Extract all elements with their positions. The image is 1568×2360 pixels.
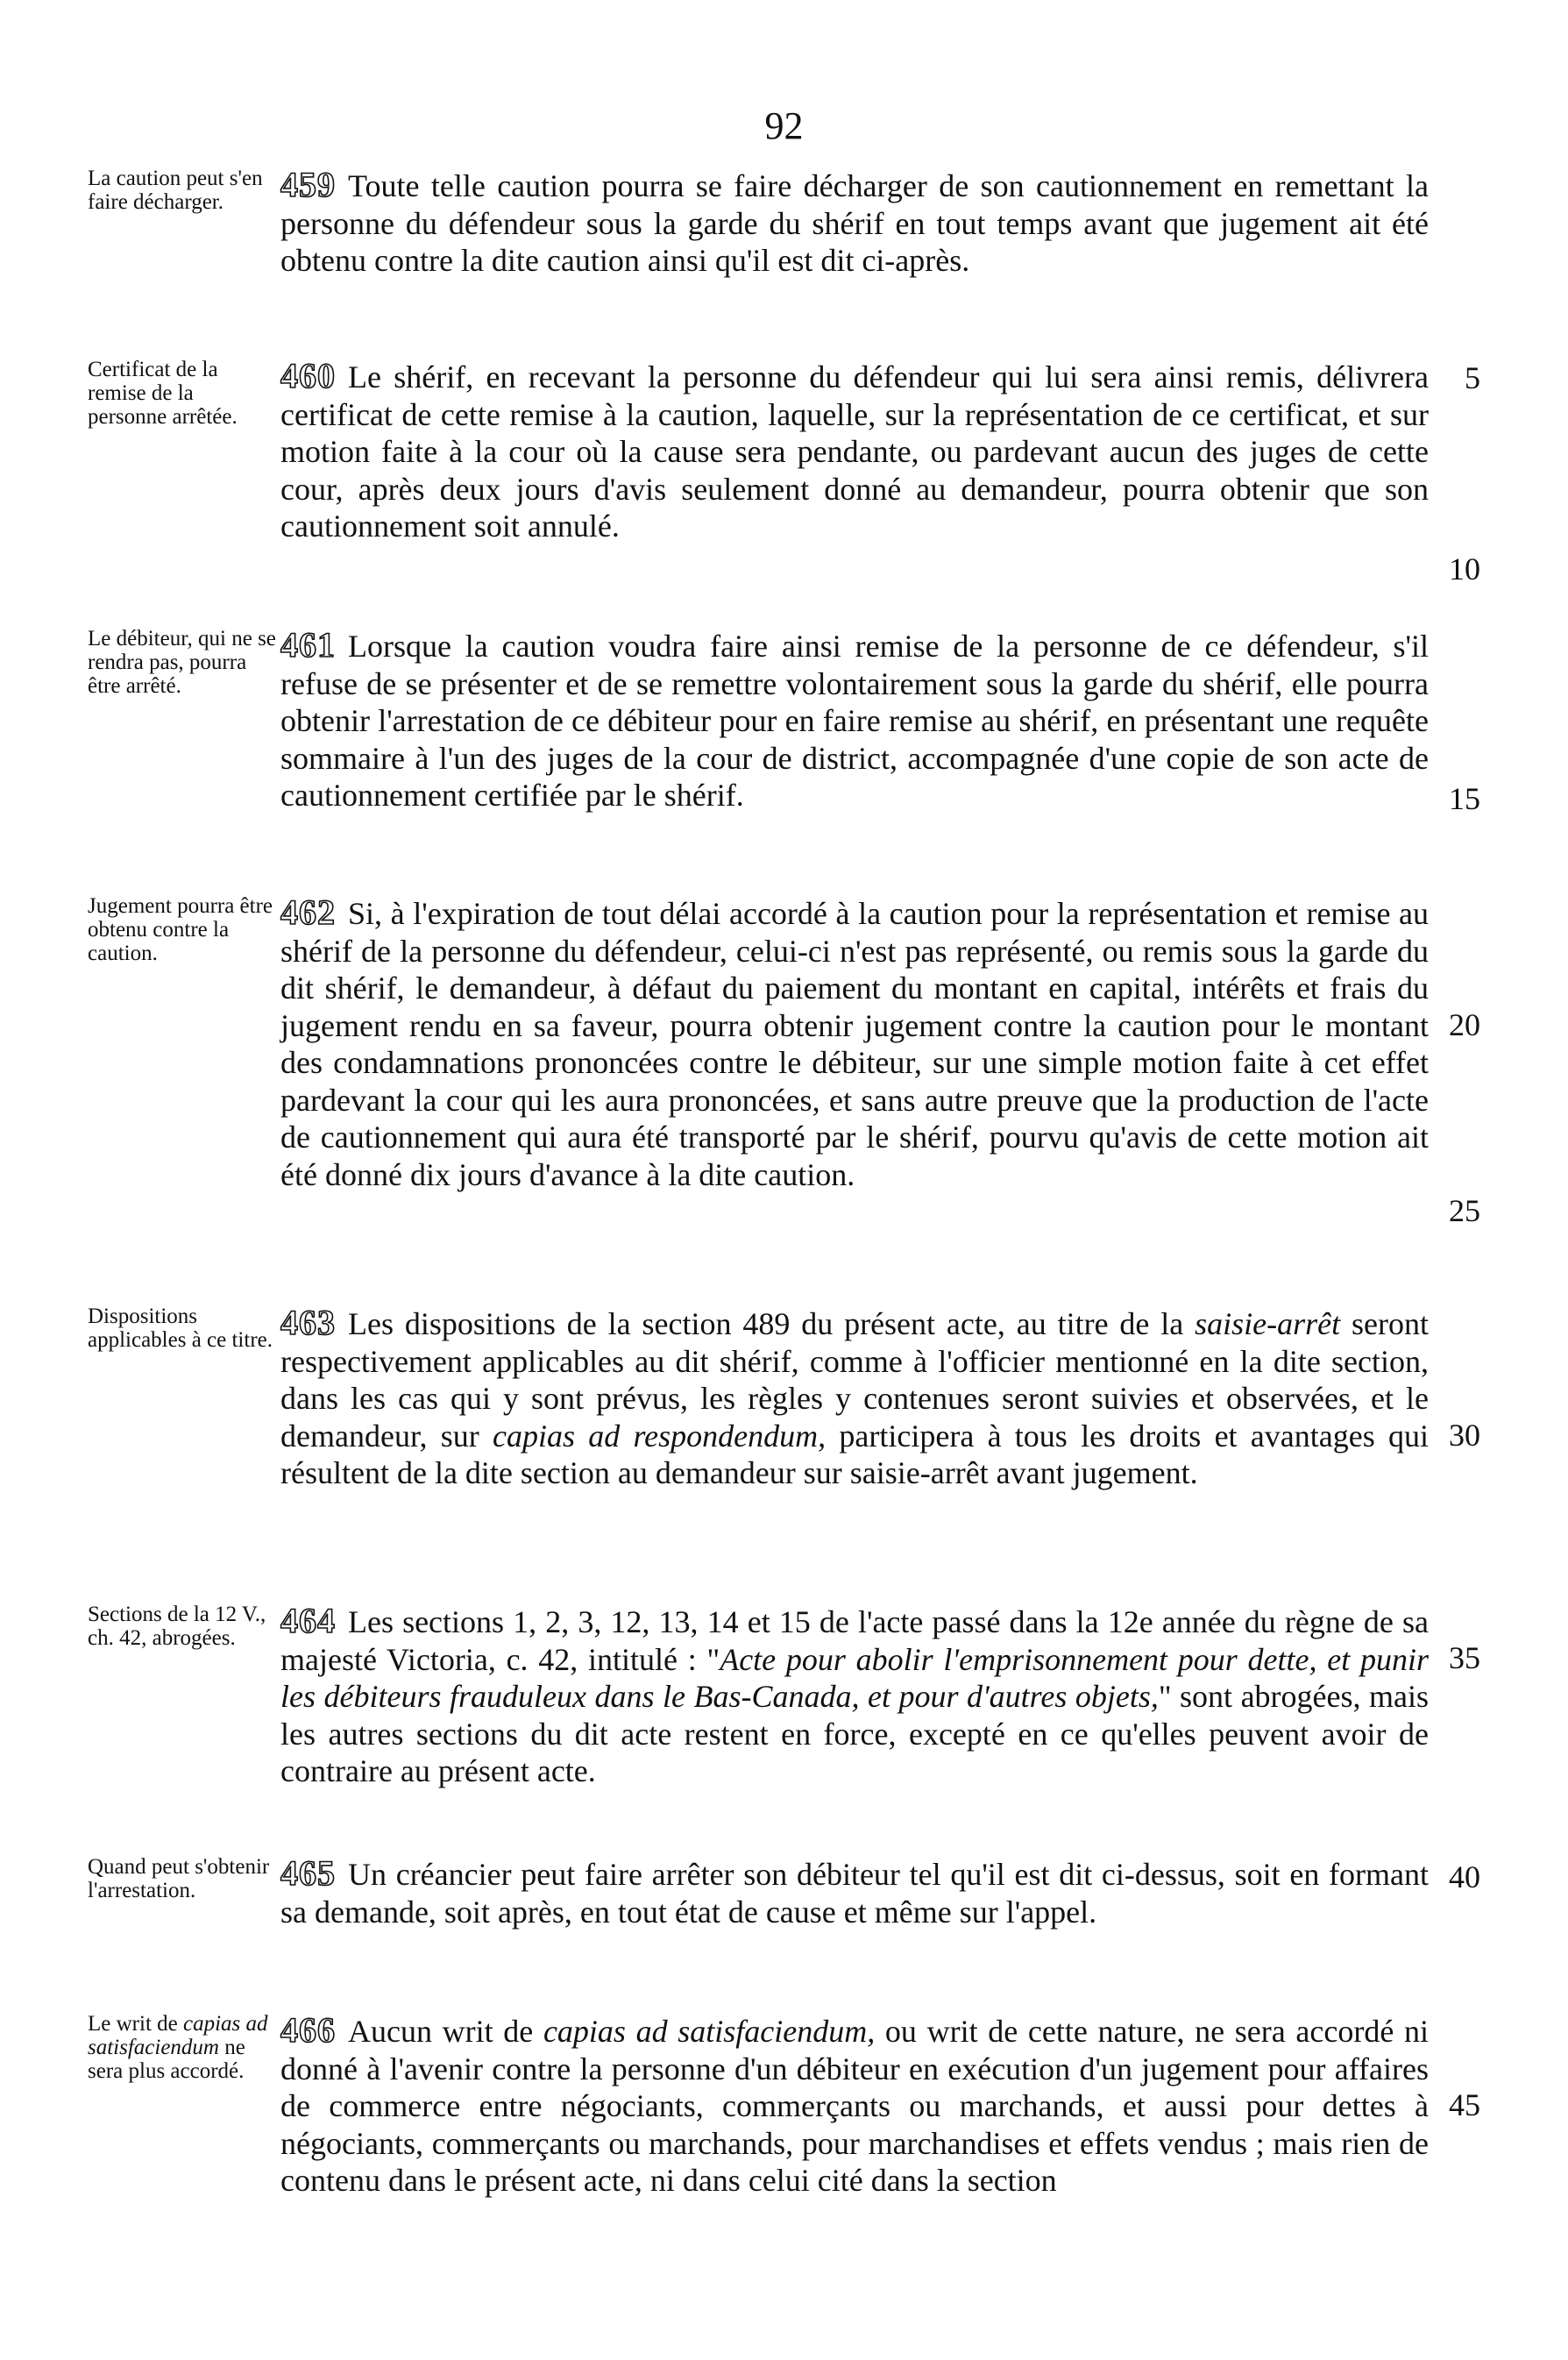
section-body-part: " sont abrogées, mais les autres sections du dit acte restent en force, excepté en ce qu'elles peuvent avoir de contraire au présent acte. — [280, 1679, 1429, 1788]
margin-note-italic: capias ad satisfaciendum — [88, 2012, 268, 2059]
line-number: 5 — [1465, 360, 1480, 395]
line-number: 10 — [1449, 551, 1480, 586]
section-body: Un créancier peut faire arrêter son débiteur tel qu'il est dit ci-dessus, soit en formant sa demande, soit après, en tout état de cause et même sur l'appel. — [280, 1857, 1429, 1930]
section-number: 465 — [280, 1853, 336, 1893]
section-number: 463 — [280, 1303, 336, 1342]
line-number: 45 — [1449, 2087, 1480, 2122]
section-text — [280, 1304, 1429, 1492]
section-number: 466 — [280, 2010, 336, 2050]
margin-note: Sections de la 12 V., ch. 42, abrogées. — [88, 1603, 266, 1650]
section-body-part: participera à tous les droits et avantages qui résultent de la dite section au demandeur sur saisie-arrêt avant jugement. — [280, 1418, 1429, 1490]
section-text — [280, 358, 1429, 545]
line-number: 30 — [1449, 1418, 1480, 1453]
section-body-italic: Acte pour abolir l'emprisonnement pour dette, et punir les débiteurs frauduleux dans le Bas-Canada, et pour d'autres objets, — [280, 1641, 1429, 1714]
section-body: Toute telle caution pourra se faire décharger de son cautionnement en remettant la personne du défendeur sous la garde du shérif en tout temps avant que jugement ait été obtenu contre la dite caution ainsi qu'il est dit ci-après. — [280, 168, 1429, 278]
section-body-italic: saisie-arrêt — [1195, 1306, 1341, 1341]
section-body-italic: capias ad respondendum, — [493, 1418, 827, 1454]
section-body-part: Les sections 1, 2, 3, 12, 13, 14 et 15 de l'acte passé dans la 12e année du règne de sa majesté Victoria, c. 42, intitulé : " — [280, 1604, 1429, 1677]
section-text — [280, 1855, 1429, 1930]
section-number: 462 — [280, 892, 336, 932]
section-text — [280, 2012, 1429, 2200]
line-number: 40 — [1449, 1859, 1480, 1894]
section-text — [280, 627, 1429, 814]
line-number: 20 — [1449, 1007, 1480, 1042]
section-text — [280, 894, 1429, 1193]
section-text — [280, 167, 1429, 280]
margin-note: Dispositions applicables à ce titre. — [88, 1304, 273, 1352]
margin-note — [88, 2012, 276, 2083]
section-number: 464 — [280, 1601, 336, 1640]
section-body: Lorsque la caution voudra faire ainsi remise de la personne de ce défendeur, s'il refuse de se présenter et de se remettre volontairement sous la garde du shérif, elle pourra obtenir l'arrestation de ce débiteur pour en faire remise au shérif, en présentant une requête sommaire à l'un des juges de la cour de district, accompagnée d'une copie de son acte de cautionnement certifiée par le shérif. — [280, 629, 1429, 813]
margin-note: La caution peut s'en faire décharger. — [88, 167, 263, 214]
section-number: 459 — [280, 165, 336, 204]
section-body-part: Aucun writ de — [348, 2014, 543, 2049]
section-body-part: seront respectivement applicables au dit shérif, comme à l'officier mentionné en la dite section, dans les cas qui y sont prévus, les règles y contenues seront suivies et observées, et le demandeur, sur — [280, 1306, 1429, 1454]
margin-note: Jugement pourra être obtenu contre la caution. — [88, 894, 273, 965]
line-number: 25 — [1449, 1193, 1480, 1228]
margin-note-part: Le writ de — [88, 2012, 183, 2036]
margin-note: Quand peut s'obtenir l'arrestation. — [88, 1855, 270, 1902]
section-text — [280, 1603, 1429, 1790]
section-body: Le shérif, en recevant la personne du défendeur qui lui sera ainsi remis, délivrera certificat de cette remise à la caution, laquelle, sur la représentation de ce certificat, et sur motion faite à la cour où la cause sera pendante, ou pardevant aucun des juges de cette cour, après deux jours d'avis seulement donné au demandeur, pourra obtenir que son cautionnement soit annulé. — [280, 359, 1429, 544]
section-number: 461 — [280, 625, 336, 665]
section-body-part: Les dispositions de la section 489 du présent acte, au titre de la — [348, 1306, 1196, 1341]
line-number: 35 — [1449, 1640, 1480, 1675]
section-body-part: ou writ de cette nature, ne sera accordé ni donné à l'avenir contre la personne d'un débiteur en exécution d'un jugement pour affaires de commerce entre négociants, commerçants ou marchands, et aussi pour dettes à négociants, commerçants ou marchands, pour marchandises et effets vendus ; mais rien de contenu dans le présent acte, ni dans celui cité dans la section — [280, 2014, 1429, 2198]
page-number: 92 — [764, 104, 804, 147]
margin-note: Certificat de la remise de la personne arrêtée. — [88, 358, 238, 429]
section-number: 460 — [280, 356, 336, 395]
section-body-italic: capias ad satisfaciendum, — [543, 2014, 876, 2049]
margin-note: Le débiteur, qui ne se rendra pas, pourra être arrêté. — [88, 627, 276, 698]
line-number: 15 — [1449, 781, 1480, 816]
section-body: Si, à l'expiration de tout délai accordé à la caution pour la représentation et remise au shérif de la personne du défendeur, celui-ci n'est pas représenté, ou remis sous la garde du dit shérif, le demandeur, à défaut du paiement du montant en capital, intérêts et frais du jugement rendu en sa faveur, pourra obtenir jugement contre la caution pour le montant des condamnations prononcées contre le débiteur, sur une simple motion faite à cet effet pardevant la cour qui les aura prononcées, et sans autre preuve que la production de l'acte de cautionnement qui aura été transporté par le shérif, pourvu qu'avis de cette motion ait été donné dix jours d'avance à la dite caution. — [280, 896, 1429, 1192]
margin-note-part: ne sera plus accordé. — [88, 2036, 245, 2083]
